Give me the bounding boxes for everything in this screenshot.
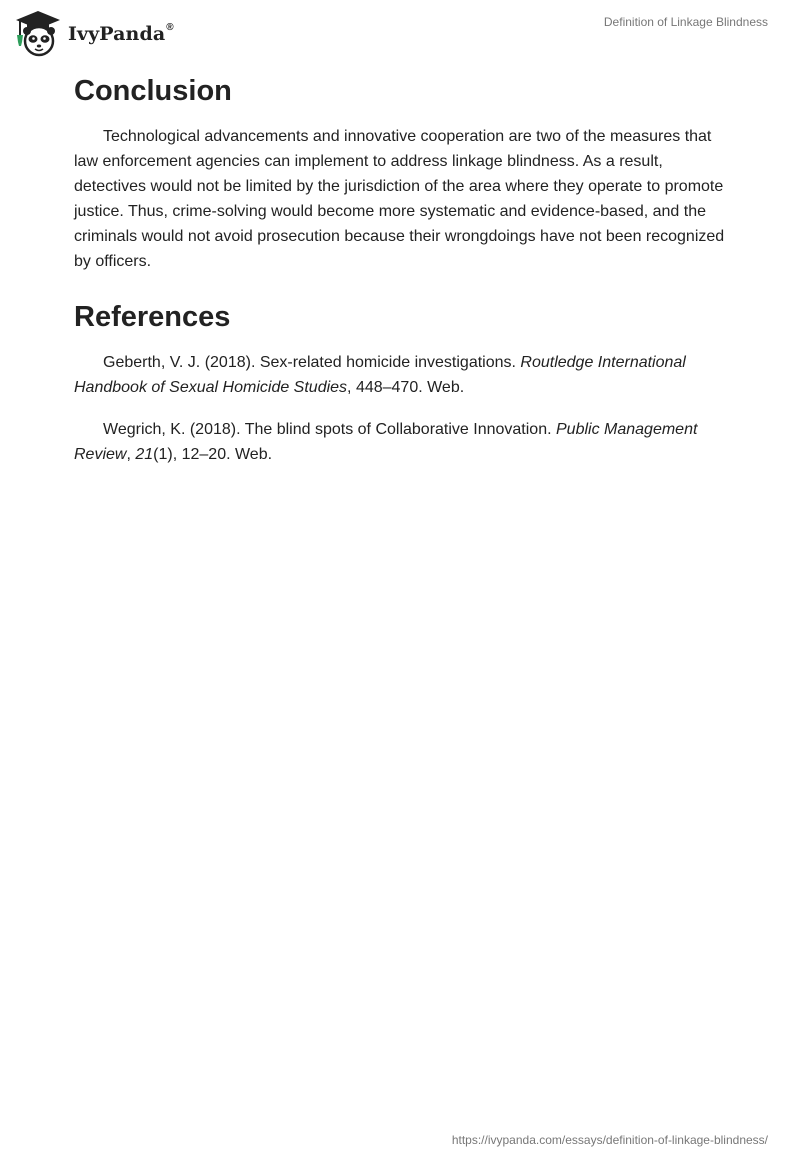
logo-name: IvyPanda: [68, 23, 166, 45]
conclusion-heading: Conclusion: [74, 75, 232, 107]
conclusion-paragraph: Technological advancements and innovative cooperation are two of the measures that law enforcement agencies can implement to address linkage blindness. As a result, detectives would not be limited by the jurisdiction of the area where they operate to promote justice. Thus, crime-solving would become more systematic and evidence-based, and the criminals would not avoid prosecution because their wrongdoings have not been recognized by officers.: [74, 128, 725, 270]
reference-pages: , 448–470. Web.: [347, 379, 465, 396]
document-title: Definition of Linkage Blindness: [603, 15, 768, 29]
reference-authors-title: Geberth, V. J. (2018). Sex-related homicide investigations.: [103, 354, 521, 371]
reference-pages: (1), 12–20. Web.: [153, 446, 273, 463]
registered-mark: ®: [166, 21, 174, 33]
panda-graduate-icon: [14, 9, 62, 57]
reference-separator: ,: [126, 446, 136, 463]
reference-source: Routledge International Handbook of Sexual Homicide Studies: [74, 354, 686, 396]
footer-url-link[interactable]: https://ivypanda.com/essays/definition-of-linkage-blindness/: [451, 1133, 768, 1147]
reference-item: [74, 350, 730, 400]
ivypanda-logo[interactable]: [14, 8, 174, 58]
essay-content: [74, 70, 730, 484]
logo-text: [68, 23, 174, 45]
reference-item: [74, 417, 730, 467]
reference-authors-title: Wegrich, K. (2018). The blind spots of Collaborative Innovation.: [103, 421, 556, 438]
reference-source: Public Management Review: [74, 421, 698, 463]
reference-volume: 21: [135, 446, 154, 463]
references-heading: References: [74, 301, 231, 333]
